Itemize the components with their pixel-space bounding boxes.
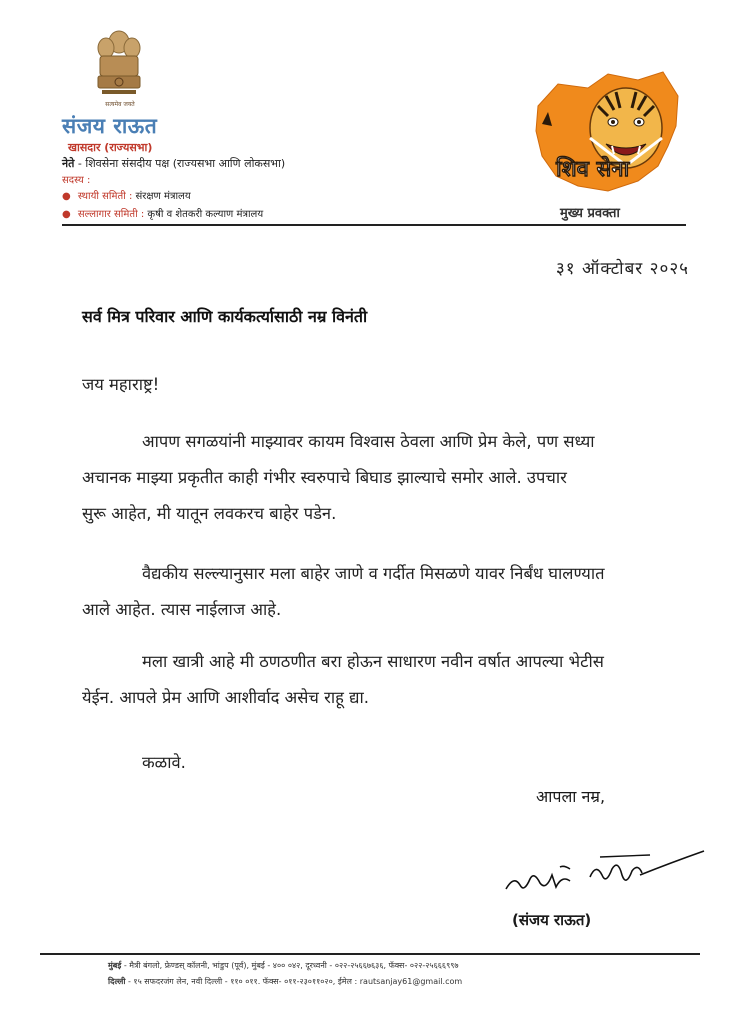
member-label: सदस्य :: [62, 175, 91, 186]
signer-name: (संजय राऊत): [512, 911, 592, 929]
membership-item: [62, 188, 191, 202]
membership-text: संरक्षण मंत्रालय: [135, 191, 191, 202]
paragraph-line: अचानक माझ्या प्रकृतीत काही गंभीर स्वरुपाचे बिघाड झाल्याचे समोर आले. उपचार: [82, 468, 567, 487]
footer-mumbai-label: मुंबई: [108, 961, 122, 970]
header-divider: [62, 224, 686, 226]
letter-date: ३१ ऑक्टोबर २०२५: [555, 259, 689, 279]
footer-delhi: [108, 976, 462, 987]
sender-designation: खासदार (राज्यसभा): [68, 141, 153, 154]
bullet-icon: ●: [62, 209, 71, 220]
sender-name: संजय राऊत: [62, 114, 158, 138]
letter-paragraph: [82, 556, 722, 628]
footer-delhi-label: दिल्ली: [108, 977, 126, 986]
letter-greeting: जय महाराष्ट्र!: [82, 375, 160, 394]
leader-line: [62, 156, 285, 171]
paragraph-line: आपण सगळयांनी माझ्यावर कायम विश्वास ठेवला आणि प्रेम केले, पण सध्या: [142, 432, 595, 451]
letter-closing: कळावे.: [142, 753, 186, 772]
letter-paragraph: [82, 424, 722, 532]
footer-delhi-text: - १५ सफदरजंग लेन, नवी दिल्ली - ११० ०११. फॅक्स- ०११-२३०११०२०, ईमेल : rautsanjay61@gmail.com: [127, 977, 463, 986]
paragraph-line: मला खात्री आहे मी ठणठणीत बरा होऊन साधारण नवीन वर्षात आपल्या भेटीस: [142, 652, 604, 671]
spokesperson-title: मुख्य प्रवक्ता: [560, 206, 620, 221]
leader-text: - शिवसेना संसदीय पक्ष (राज्यसभा आणि लोकसभा): [77, 157, 286, 170]
letter-subject: सर्व मित्र परिवार आणि कार्यकर्त्यासाठी नम्र विनंती: [82, 307, 368, 326]
membership-label: सल्लागार समिती :: [77, 209, 145, 220]
letter-paragraph: [82, 644, 722, 716]
membership-label: स्थायी समिती :: [77, 191, 133, 202]
membership-text: कृषी व शेतकरी कल्याण मंत्रालय: [147, 209, 264, 220]
paragraph-line: वैद्यकीय सल्ल्यानुसार मला बाहेर जाणे व गर्दीत मिसळणे यावर निर्बंध घालण्यात: [142, 564, 605, 583]
leader-label: नेते: [62, 157, 75, 170]
emblem-motto: सत्यमेव जयते: [105, 101, 135, 108]
handwritten-signature: [500, 845, 710, 900]
bullet-icon: ●: [62, 191, 71, 202]
footer-mumbai: [108, 960, 459, 971]
footer-mumbai-text: - मैत्री बंगलो, फ्रेण्डस् कॉलनी, भांडुप (पूर्व), मुंबई - ४०० ०४२, दूरध्वनी - ०२२-२५६६७६३६, फॅक्स- ०२२-२५६६६९९७: [123, 961, 459, 970]
paragraph-line: सुरू आहेत, मी यातून लवकरच बाहेर पडेन.: [82, 504, 337, 523]
membership-item: [62, 206, 263, 220]
letter-yours: आपला नम्र,: [536, 787, 606, 806]
paragraph-line: येईन. आपले प्रेम आणि आशीर्वाद असेच राहू द्या.: [82, 688, 370, 707]
shiv-sena-logo-icon: [528, 66, 686, 200]
footer-divider: [40, 953, 700, 955]
logo-text: शिव सेना: [556, 157, 630, 182]
paragraph-line: आले आहेत. त्यास नाईलाज आहे.: [82, 600, 282, 619]
